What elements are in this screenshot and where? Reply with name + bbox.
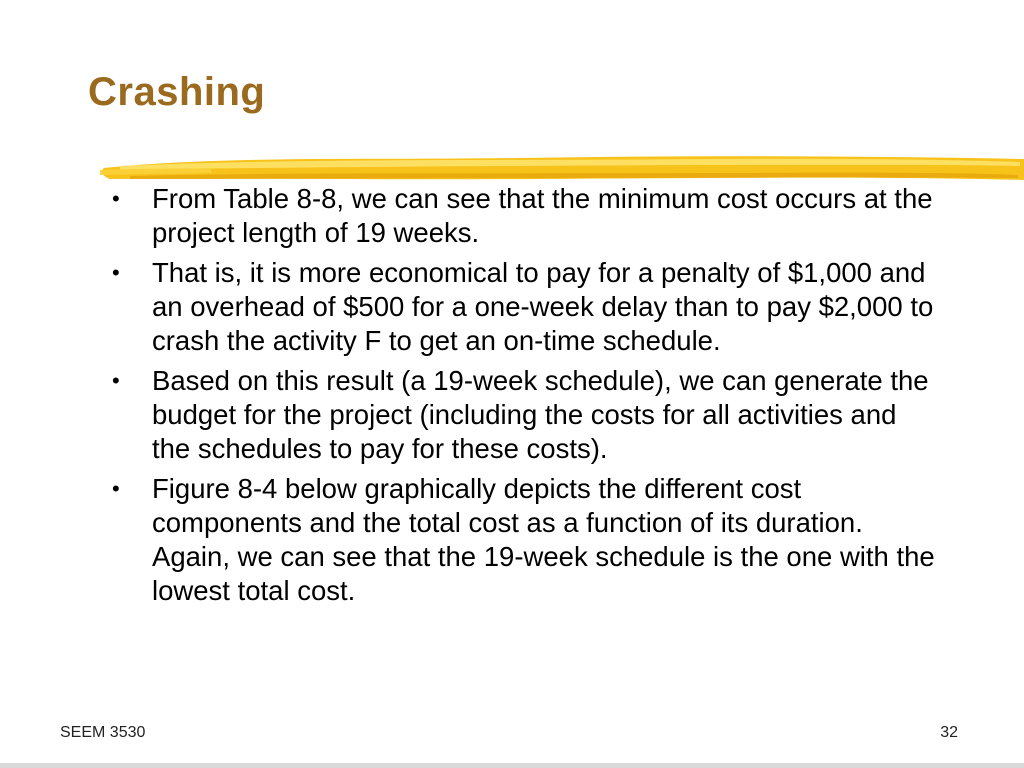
bullet-text: Based on this result (a 19-week schedule), we can generate the budget for the project (including the costs for all activities and the schedules to pay for these costs).: [152, 365, 929, 464]
bullet-text: That is, it is more economical to pay for a penalty of $1,000 and an overhead of $500 for a one-week delay than to pay $2,000 to crash the activity F to get an on-time schedule.: [152, 257, 934, 356]
bottom-divider: [0, 763, 1024, 768]
slide-title: Crashing: [88, 70, 266, 114]
bullet-item: [108, 256, 938, 358]
bullet-text: Figure 8-4 below graphically depicts the different cost components and the total cost as a function of its duration. Again, we can see that the 19-week schedule is the one with the lowest total cost.: [152, 473, 935, 606]
bullet-item: [108, 472, 938, 608]
bullet-marker: •: [112, 476, 120, 501]
bullet-marker: •: [112, 260, 120, 285]
bullet-item: [108, 364, 938, 466]
footer-page-number: 32: [940, 724, 958, 741]
bullet-list: [108, 182, 938, 614]
bullet-marker: •: [112, 186, 120, 211]
bullet-marker: •: [112, 368, 120, 393]
bullet-item: [108, 182, 938, 250]
bullet-text: From Table 8-8, we can see that the minimum cost occurs at the project length of 19 weeks.: [152, 183, 933, 248]
footer-course-code: SEEM 3530: [60, 724, 146, 741]
